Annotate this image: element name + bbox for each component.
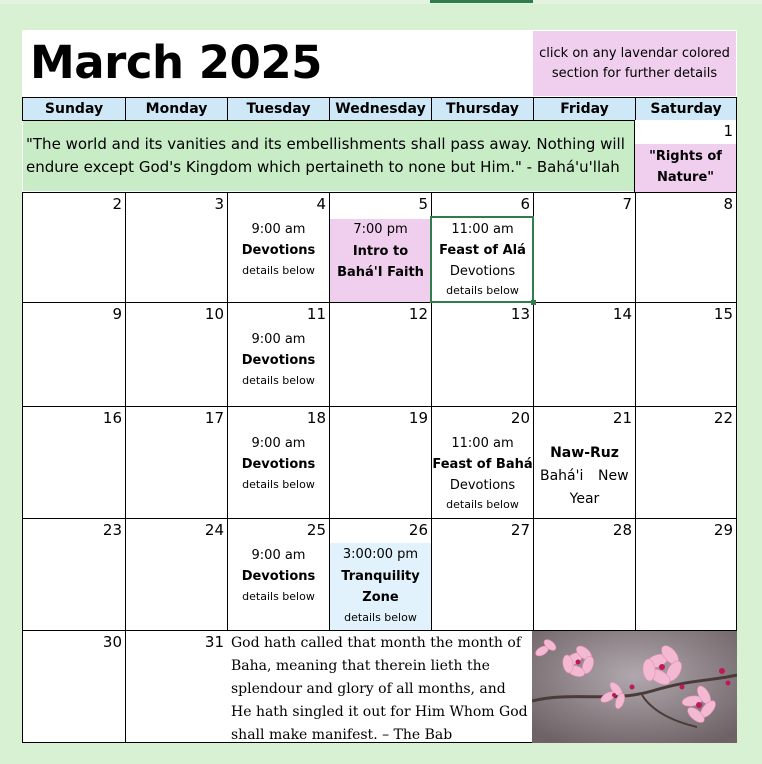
day-cell-17 bbox=[125, 406, 228, 519]
day-number: 26 bbox=[408, 521, 428, 539]
day-number: 30 bbox=[102, 633, 122, 651]
day-cell-15 bbox=[635, 302, 737, 407]
day-cell-20 bbox=[431, 406, 534, 519]
event-title: Tranquility bbox=[341, 569, 420, 584]
day-number: 4 bbox=[316, 195, 326, 213]
tranquility-event[interactable] bbox=[330, 543, 431, 630]
event-title: Devotions bbox=[241, 353, 316, 368]
day-number: 27 bbox=[510, 521, 530, 539]
day-number: 2 bbox=[112, 195, 122, 213]
blossom-image bbox=[532, 631, 737, 743]
day-number: 8 bbox=[723, 195, 733, 213]
day-number: 31 bbox=[204, 633, 224, 651]
day-number: 7 bbox=[622, 195, 632, 213]
event-title: Feast of Alá bbox=[439, 243, 526, 258]
day-number: 13 bbox=[510, 305, 530, 323]
nawruz-sub: New bbox=[598, 468, 629, 484]
day-cell-8 bbox=[635, 192, 737, 303]
day-cell-1 bbox=[634, 120, 737, 193]
event-title: Zone bbox=[362, 590, 399, 605]
event-details: details below bbox=[446, 284, 519, 297]
day-cell-12 bbox=[329, 302, 432, 407]
header-saturday: Saturday bbox=[635, 97, 737, 121]
header-thursday: Thursday bbox=[431, 97, 534, 121]
event-time: 3:00:00 pm bbox=[342, 547, 419, 562]
event-details: details below bbox=[242, 590, 315, 603]
event-time: 9:00 am bbox=[251, 332, 306, 347]
day-cell-11 bbox=[227, 302, 330, 407]
header-tuesday: Tuesday bbox=[227, 97, 330, 121]
event-subtitle: Devotions bbox=[449, 478, 516, 493]
day-cell-24 bbox=[125, 518, 228, 631]
day-number: 22 bbox=[713, 409, 733, 427]
day-number: 10 bbox=[204, 305, 224, 323]
event-title: Intro to bbox=[352, 244, 409, 259]
nawruz-sub: Year bbox=[569, 491, 600, 507]
day-cell-9 bbox=[22, 302, 126, 407]
day-cell-29 bbox=[635, 518, 737, 631]
day-cell-13 bbox=[431, 302, 534, 407]
day-cell-21 bbox=[533, 406, 636, 519]
day-number: 5 bbox=[418, 195, 428, 213]
event-details: details below bbox=[242, 264, 315, 277]
day-cell-7 bbox=[533, 192, 636, 303]
event-subtitle: Devotions bbox=[449, 264, 516, 279]
day-number: 9 bbox=[112, 305, 122, 323]
event-details: details below bbox=[446, 498, 519, 511]
day-number: 19 bbox=[408, 409, 428, 427]
day-cell-28 bbox=[533, 518, 636, 631]
day-number: 18 bbox=[306, 409, 326, 427]
event-title: Devotions bbox=[241, 243, 316, 258]
header-wednesday: Wednesday bbox=[329, 97, 432, 121]
event-time: 7:00 pm bbox=[353, 222, 408, 237]
day-cell-31 bbox=[125, 630, 228, 743]
event-time: 9:00 am bbox=[251, 436, 306, 451]
spreadsheet-top-strip bbox=[0, 0, 762, 4]
header-sunday: Sunday bbox=[22, 97, 126, 121]
event-time: 11:00 am bbox=[451, 436, 514, 451]
day-cell-23 bbox=[22, 518, 126, 631]
day-number: 12 bbox=[408, 305, 428, 323]
day-number: 20 bbox=[510, 409, 530, 427]
event-title: Feast of Bahá bbox=[432, 457, 533, 472]
bab-quote-text: God hath called that month the month of Baha, meaning that therein lieth the splendour and glory of all months, and He hath singled it out for Him Whom God shall make manifest. bbox=[231, 635, 528, 743]
day-cell-30 bbox=[22, 630, 126, 743]
day-number: 15 bbox=[713, 305, 733, 323]
event-time: 9:00 am bbox=[251, 548, 306, 563]
day-cell-19 bbox=[329, 406, 432, 519]
day-number: 17 bbox=[204, 409, 224, 427]
day-number: 23 bbox=[102, 521, 122, 539]
day-cell-26 bbox=[329, 518, 432, 631]
day-cell-3 bbox=[125, 192, 228, 303]
selected-column-mark bbox=[430, 0, 533, 3]
event-title: Bahá'I Faith bbox=[337, 265, 424, 280]
event-details: details below bbox=[344, 611, 417, 624]
intro-event[interactable] bbox=[330, 219, 431, 302]
lavender-note: click on any lavendar colored section for further details bbox=[533, 31, 736, 96]
day-number: 24 bbox=[204, 521, 224, 539]
day-cell-10 bbox=[125, 302, 228, 407]
day-cell-5 bbox=[329, 192, 432, 303]
nawruz-title: Naw-Ruz bbox=[550, 445, 619, 461]
rights-of-nature-event[interactable]: "Rights of Nature" bbox=[635, 144, 736, 192]
cherry-blossom-photo bbox=[532, 631, 737, 743]
event-details: details below bbox=[242, 478, 315, 491]
day-number: 29 bbox=[713, 521, 733, 539]
day-cell-25 bbox=[227, 518, 330, 631]
day-cell-27 bbox=[431, 518, 534, 631]
header-friday: Friday bbox=[533, 97, 636, 121]
event-time: 9:00 am bbox=[251, 222, 306, 237]
day-cell-22 bbox=[635, 406, 737, 519]
day-number: 16 bbox=[102, 409, 122, 427]
bahaullah-quote: "The world and its vanities and its embellishments shall pass away. Nothing will endure except God's Kingdom which pertaineth to none but Him." - Bahá'u'llah bbox=[23, 121, 634, 191]
event-details: details below bbox=[242, 374, 315, 387]
day-cell-14 bbox=[533, 302, 636, 407]
event-title: Devotions bbox=[241, 457, 316, 472]
day-number: 14 bbox=[612, 305, 632, 323]
nawruz-sub: Bahá'i bbox=[540, 468, 584, 484]
day-number: 21 bbox=[612, 409, 632, 427]
day-number: 6 bbox=[520, 195, 530, 213]
day-number: 11 bbox=[306, 305, 326, 323]
day-cell-2 bbox=[22, 192, 126, 303]
bab-quote-attribution: – The Bab bbox=[382, 727, 453, 743]
event-time: 11:00 am bbox=[451, 222, 514, 237]
page-title: March 2025 bbox=[30, 36, 322, 89]
day-number: 1 bbox=[723, 122, 733, 140]
event-title: Devotions bbox=[241, 569, 316, 584]
day-number: 3 bbox=[214, 195, 224, 213]
day-cell-18 bbox=[227, 406, 330, 519]
fill-handle[interactable] bbox=[531, 300, 536, 305]
header-monday: Monday bbox=[125, 97, 228, 121]
bab-quote bbox=[227, 630, 532, 743]
day-cell-16 bbox=[22, 406, 126, 519]
day-cell-4 bbox=[227, 192, 330, 303]
day-number: 25 bbox=[306, 521, 326, 539]
cell-selection bbox=[430, 216, 534, 303]
day-number: 28 bbox=[612, 521, 632, 539]
